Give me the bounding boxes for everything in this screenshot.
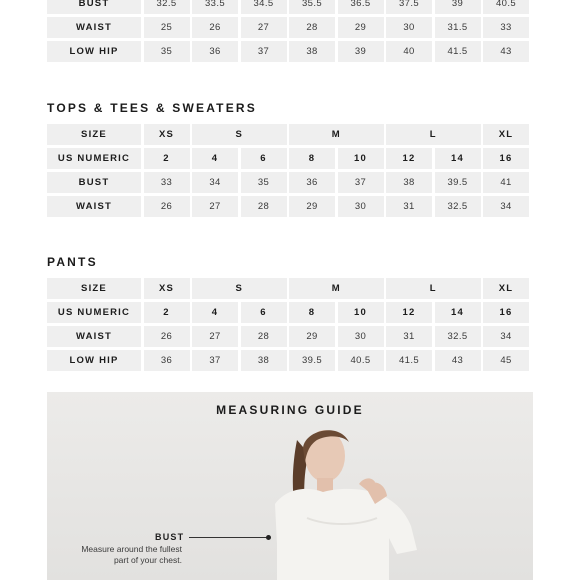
row-label: LOW HIP <box>47 41 141 62</box>
table-cell: 33 <box>144 172 190 193</box>
table-cell: 43 <box>435 350 481 371</box>
bust-description <box>52 544 182 565</box>
table-cell: 30 <box>338 196 384 217</box>
numeric-size: 10 <box>338 148 384 169</box>
table-cell: 36 <box>144 350 190 371</box>
model-illustration <box>247 426 437 580</box>
table-cell: 30 <box>338 326 384 347</box>
size-header-m: M <box>289 124 384 145</box>
table-cell: 28 <box>241 326 287 347</box>
table-cell: 36.5 <box>338 0 384 14</box>
numeric-size: 6 <box>241 148 287 169</box>
numeric-size: 10 <box>338 302 384 323</box>
numeric-size: 16 <box>483 302 529 323</box>
row-label: WAIST <box>47 196 141 217</box>
table-cell: 41.5 <box>386 350 432 371</box>
table-cell: 31.5 <box>435 17 481 38</box>
table-cell: 26 <box>144 196 190 217</box>
table-cell: 26 <box>192 17 238 38</box>
table-cell: 40 <box>386 41 432 62</box>
table-cell: 39.5 <box>289 350 335 371</box>
row-label: SIZE <box>47 278 141 299</box>
table-cell: 38 <box>386 172 432 193</box>
numeric-size: 8 <box>289 302 335 323</box>
section-title-tops: TOPS & TEES & SWEATERS <box>47 101 257 115</box>
numeric-size: 12 <box>386 148 432 169</box>
table-cell: 34 <box>483 196 529 217</box>
table-cell: 40.5 <box>338 350 384 371</box>
numeric-size: 14 <box>435 302 481 323</box>
table-cell: 45 <box>483 350 529 371</box>
row-label: BUST <box>47 172 141 193</box>
table-cell: 31 <box>386 196 432 217</box>
table-cell: 39 <box>338 41 384 62</box>
table-cell: 31 <box>386 326 432 347</box>
table-cell: 40.5 <box>483 0 529 14</box>
table-cell: 29 <box>338 17 384 38</box>
table-cell: 33 <box>483 17 529 38</box>
section-title-pants: PANTS <box>47 255 98 269</box>
numeric-size: 14 <box>435 148 481 169</box>
table-cell: 37 <box>241 41 287 62</box>
table-cell: 27 <box>192 326 238 347</box>
size-table-tops <box>47 124 533 217</box>
bust-pointer-dot <box>266 535 271 540</box>
table-cell: 33.5 <box>192 0 238 14</box>
table-cell: 35 <box>241 172 287 193</box>
row-label: WAIST <box>47 17 141 38</box>
table-cell: 34.5 <box>241 0 287 14</box>
table-cell: 34 <box>192 172 238 193</box>
table-cell: 26 <box>144 326 190 347</box>
table-cell: 29 <box>289 326 335 347</box>
table-cell: 27 <box>192 196 238 217</box>
table-cell: 41.5 <box>435 41 481 62</box>
row-label: WAIST <box>47 326 141 347</box>
table-cell: 34 <box>483 326 529 347</box>
table-cell: 37 <box>338 172 384 193</box>
size-header-xl: XL <box>483 124 529 145</box>
size-header-l: L <box>386 124 481 145</box>
numeric-size: 2 <box>144 302 190 323</box>
size-header-s: S <box>192 278 287 299</box>
numeric-size: 4 <box>192 148 238 169</box>
bust-description-line-1: Measure around the fullest <box>81 544 182 554</box>
table-cell: 41 <box>483 172 529 193</box>
table-cell: 39.5 <box>435 172 481 193</box>
table-cell: 37 <box>192 350 238 371</box>
size-header-s: S <box>192 124 287 145</box>
table-cell: 30 <box>386 17 432 38</box>
table-cell: 35 <box>144 41 190 62</box>
table-cell: 28 <box>241 196 287 217</box>
bust-pointer-line <box>189 537 267 538</box>
table-cell: 27 <box>241 17 287 38</box>
table-cell: 36 <box>289 172 335 193</box>
size-header-l: L <box>386 278 481 299</box>
table-cell: 32.5 <box>144 0 190 14</box>
numeric-size: 12 <box>386 302 432 323</box>
row-label: US NUMERIC <box>47 148 141 169</box>
numeric-size: 4 <box>192 302 238 323</box>
numeric-size: 2 <box>144 148 190 169</box>
measuring-guide-title: MEASURING GUIDE <box>216 403 364 417</box>
table-cell: 38 <box>289 41 335 62</box>
bust-label: BUST <box>155 532 185 542</box>
bust-description-line-2: part of your chest. <box>113 554 182 565</box>
table-cell: 35.5 <box>289 0 335 14</box>
table-cell: 39 <box>435 0 481 14</box>
size-header-m: M <box>289 278 384 299</box>
numeric-size: 8 <box>289 148 335 169</box>
row-label: LOW HIP <box>47 350 141 371</box>
measuring-guide-panel <box>47 392 533 580</box>
row-label: SIZE <box>47 124 141 145</box>
table-cell: 43 <box>483 41 529 62</box>
size-header-xs: XS <box>144 124 190 145</box>
table-cell: 32.5 <box>435 326 481 347</box>
size-header-xs: XS <box>144 278 190 299</box>
table-cell: 38 <box>241 350 287 371</box>
table-cell: 36 <box>192 41 238 62</box>
numeric-size: 6 <box>241 302 287 323</box>
size-header-xl: XL <box>483 278 529 299</box>
table-cell: 25 <box>144 17 190 38</box>
table-cell: 37.5 <box>386 0 432 14</box>
table-cell: 32.5 <box>435 196 481 217</box>
table-cell: 28 <box>289 17 335 38</box>
size-table-top <box>47 0 533 62</box>
row-label: US NUMERIC <box>47 302 141 323</box>
row-label: BUST <box>47 0 141 14</box>
table-cell: 29 <box>289 196 335 217</box>
size-table-pants <box>47 278 533 371</box>
numeric-size: 16 <box>483 148 529 169</box>
